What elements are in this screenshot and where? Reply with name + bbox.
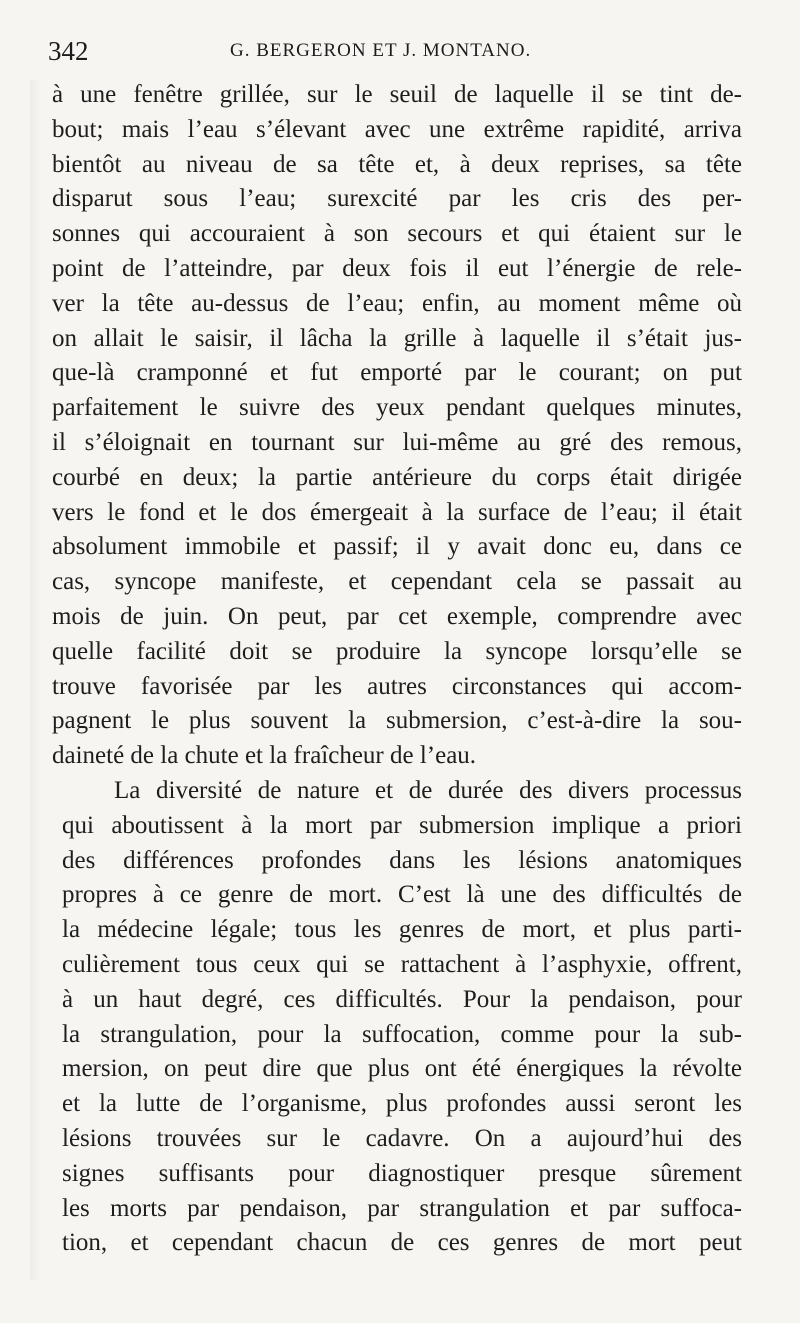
- text-line: absolument immobile et passif; il y avait donc eu, dans ce: [52, 533, 742, 561]
- text-line: on allait le saisir, il lâcha la grille à laquelle il s’était jus-: [52, 324, 742, 352]
- text-line: cas, syncope manifeste, et cependant cela se passait au: [52, 568, 742, 596]
- text-line: tion, et cependant chacun de ces genres de mort peut: [62, 1229, 742, 1257]
- text-line: des différences profondes dans les lésions anatomiques: [62, 846, 742, 874]
- text-line: propres à ce genre de mort. C’est là une des difficultés de: [62, 881, 742, 909]
- text-line: signes suffisants pour diagnostiquer presque sûrement: [62, 1159, 742, 1187]
- page-shadow: [30, 80, 40, 1280]
- text-line: disparut sous l’eau; surexcité par les cris des per-: [52, 185, 742, 213]
- running-head: [48, 36, 748, 72]
- text-line: à une fenêtre grillée, sur le seuil de laquelle il se tint de-: [52, 81, 742, 108]
- text-line: culièrement tous ceux qui se rattachent à l’asphyxie, offrent,: [62, 950, 742, 978]
- body-text: [52, 78, 742, 1261]
- text-line: courbé en deux; la partie antérieure du corps était dirigée: [52, 463, 742, 491]
- text-line: à un haut degré, ces difficultés. Pour la pendaison, pour: [62, 985, 742, 1013]
- text-line: la médecine légale; tous les genres de mort, et plus parti-: [62, 916, 742, 944]
- text-line: mois de juin. On peut, par cet exemple, comprendre avec: [52, 602, 742, 630]
- paragraph-1: [52, 78, 742, 774]
- text-line: daineté de la chute et la fraîcheur de l’eau.: [52, 742, 477, 770]
- text-line: pagnent le plus souvent la submersion, c’est-à-dire la sou-: [52, 707, 742, 735]
- text-line: quelle facilité doit se produire la syncope lorsqu’elle se: [52, 637, 742, 665]
- text-line: trouve favorisée par les autres circonstances qui accom-: [52, 672, 742, 700]
- text-line: mersion, on peut dire que plus ont été énergiques la révolte: [62, 1055, 742, 1083]
- text-line: que-là cramponné et fut emporté par le courant; on put: [52, 359, 742, 387]
- text-line: vers le fond et le dos émergeait à la surface de l’eau; il était: [52, 498, 742, 526]
- text-line: parfaitement le suivre des yeux pendant quelques minutes,: [52, 394, 742, 422]
- text-line: ver la tête au-dessus de l’eau; enfin, au moment même où: [52, 289, 742, 317]
- text-line: lésions trouvées sur le cadavre. On a aujourd’hui des: [62, 1124, 742, 1152]
- text-line: point de l’atteindre, par deux fois il eut l’énergie de rele-: [52, 254, 742, 282]
- text-line: bout; mais l’eau s’élevant avec une extrême rapidité, arriva: [52, 115, 742, 143]
- text-line: et la lutte de l’organisme, plus profondes aussi seront les: [62, 1090, 742, 1118]
- page-number: 342: [48, 36, 89, 66]
- text-line: la strangulation, pour la suffocation, comme pour la sub-: [62, 1020, 742, 1048]
- text-line: il s’éloignait en tournant sur lui-même au gré des remous,: [52, 428, 742, 456]
- paragraph-2: [52, 774, 742, 1261]
- text-line: bientôt au niveau de sa tête et, à deux reprises, sa tête: [52, 150, 742, 178]
- text-line: les morts par pendaison, par strangulation et par suffoca-: [62, 1194, 742, 1222]
- running-title: G. BERGERON ET J. MONTANO.: [230, 40, 532, 61]
- text-line: sonnes qui accouraient à son secours et qui étaient sur le: [52, 220, 742, 248]
- text-line: La diversité de nature et de durée des divers processus: [114, 776, 742, 804]
- text-line: qui aboutissent à la mort par submersion implique a priori: [62, 811, 742, 839]
